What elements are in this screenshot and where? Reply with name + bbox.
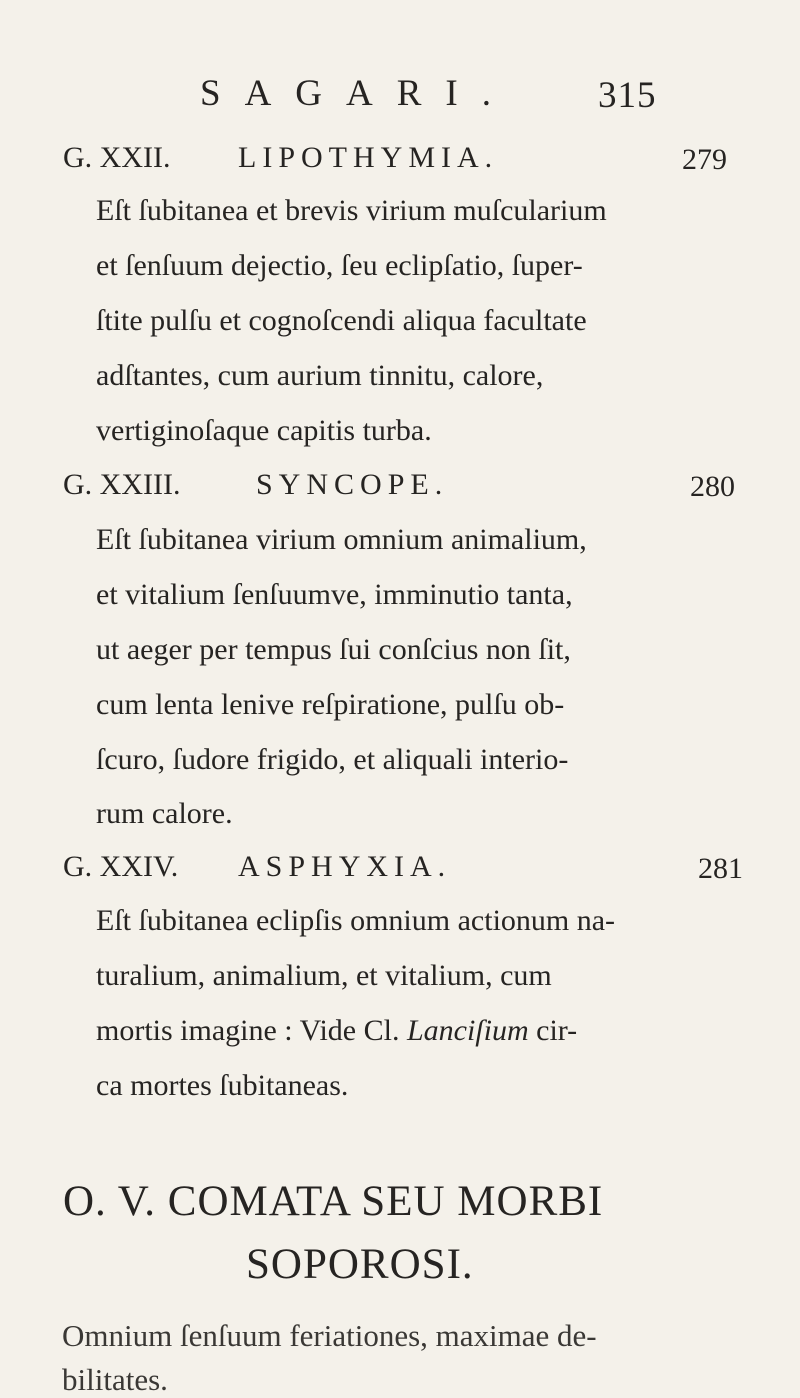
text-line: ut aeger per tempus ſui conſcius non ſit, <box>96 633 571 666</box>
genus-title-syncope: SYNCOPE. <box>256 468 449 501</box>
genus-title-asphyxia: ASPHYXIA. <box>238 850 452 883</box>
text-line: Eſt ſubitanea virium omnium animalium, <box>96 523 587 556</box>
text-line: turalium, animalium, et vitalium, cum <box>96 959 552 992</box>
italic-reference: Lanciſium <box>406 1014 529 1047</box>
order-description-line: Omnium ſenſuum feriationes, maximae de- <box>62 1318 597 1353</box>
text-line: et ſenſuum dejectio, ſeu eclipſatio, ſuper- <box>96 249 583 282</box>
text-line: et vitalium ſenſuumve, imminutio tanta, <box>96 578 573 611</box>
text-line-tail: cir- <box>536 1014 578 1047</box>
margin-number-280: 280 <box>690 470 735 503</box>
genus-title-lipothymia: LIPOTHYMIA. <box>238 141 499 174</box>
text-line-with-reference <box>96 1016 577 1046</box>
text-line: ſcuro, ſudore frigido, et aliquali interio- <box>96 743 569 776</box>
text-line: rum calore. <box>96 797 233 830</box>
text-line: Eſt ſubitanea eclipſis omnium actionum na- <box>96 904 616 937</box>
order-description-line: bilitates. <box>62 1362 168 1397</box>
genus-number-xxii: G. XXII. <box>63 141 171 174</box>
margin-number-281: 281 <box>698 852 743 885</box>
genus-number-xxiv: G. XXIV. <box>63 850 179 883</box>
margin-number-279: 279 <box>682 143 727 176</box>
text-line: Eſt ſubitanea et brevis virium muſcularium <box>96 194 607 227</box>
running-title: SAGARI. <box>200 73 515 114</box>
page-number: 315 <box>598 75 657 116</box>
order-heading-continued: SOPOROSI. <box>246 1241 474 1288</box>
genus-number-xxiii: G. XXIII. <box>63 468 181 501</box>
text-line: adſtantes, cum aurium tinnitu, calore, <box>96 359 544 392</box>
text-line: ca mortes ſubitaneas. <box>96 1069 349 1102</box>
text-line: cum lenta lenive reſpiratione, pulſu ob- <box>96 688 565 721</box>
text-line-start: mortis imagine : Vide Cl. <box>96 1014 400 1047</box>
order-heading: O. V. COMATA SEU MORBI <box>63 1178 604 1225</box>
text-line: ſtite pulſu et cognoſcendi aliqua facultate <box>96 304 587 337</box>
text-line: vertiginoſaque capitis turba. <box>96 414 432 447</box>
